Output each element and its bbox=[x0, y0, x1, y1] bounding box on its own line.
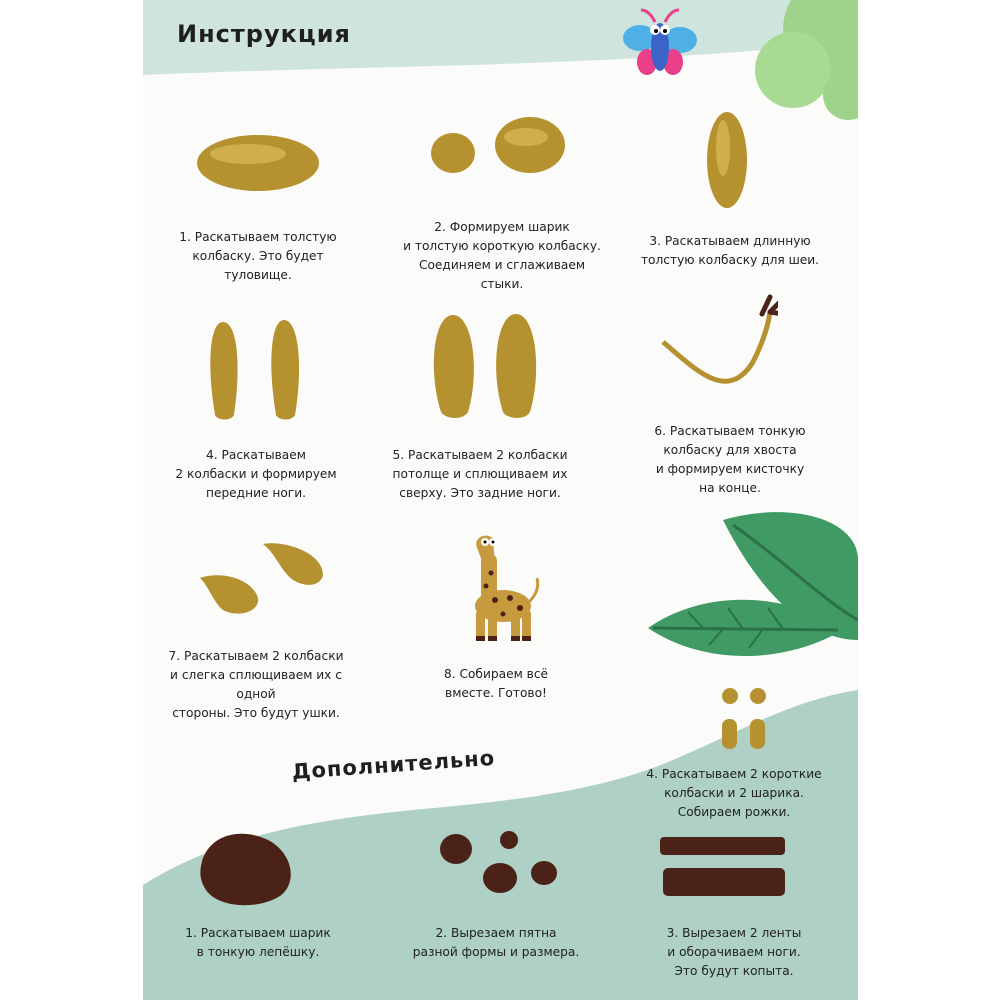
step-7-caption: 7. Раскатываем 2 колбаски и слегка сплющиваем их с одной стороны. Это будут ушки. bbox=[168, 649, 344, 720]
clay-horns bbox=[718, 686, 778, 756]
clay-body-sausage bbox=[193, 130, 323, 200]
step-3-caption: 3. Раскатываем длинную толстую колбаску для шеи. bbox=[640, 234, 820, 267]
clay-head-ball-and-sausage bbox=[426, 113, 576, 183]
step-5-caption: 5. Раскатываем 2 колбаски потолще и сплющиваем их сверху. Это задние ноги. bbox=[392, 448, 568, 500]
section-title-extra: Дополнительно bbox=[291, 745, 496, 784]
page-title: Инструкция bbox=[177, 20, 351, 48]
step-2-caption: 2. Формируем шарик и толстую короткую колбаску. Соединяем и сглаживаем стыки. bbox=[403, 220, 601, 291]
clay-hoof-strips bbox=[658, 835, 788, 900]
extra-step-1-caption: 1. Раскатываем шарик в тонкую лепёшку. bbox=[185, 926, 331, 959]
clay-front-legs bbox=[201, 318, 311, 423]
clay-hind-legs bbox=[428, 312, 543, 422]
step-4-caption: 4. Раскатываем 2 колбаски и формируем передние ноги. bbox=[175, 448, 337, 500]
clay-ears bbox=[198, 540, 328, 620]
instruction-page bbox=[143, 0, 858, 1000]
giraffe-assembled bbox=[455, 528, 545, 648]
clay-neck-sausage bbox=[703, 108, 753, 213]
clay-tail bbox=[658, 292, 778, 402]
clay-spots bbox=[438, 828, 568, 898]
extra-step-4-caption: 4. Раскатываем 2 короткие колбаски и 2 шарика. Собираем рожки. bbox=[646, 767, 822, 819]
clay-brown-pancake bbox=[198, 828, 298, 908]
step-6-caption: 6. Раскатываем тонкую колбаску для хвоста и формируем кисточку на конце. bbox=[654, 424, 806, 495]
step-1-caption: 1. Раскатываем толстую колбаску. Это будет туловище. bbox=[179, 230, 337, 282]
leaf-decoration bbox=[648, 512, 858, 656]
step-8-caption: 8. Собираем всё вместе. Готово! bbox=[443, 667, 549, 700]
extra-step-2-caption: 2. Вырезаем пятна разной формы и размера. bbox=[412, 926, 580, 959]
extra-step-3-caption: 3. Вырезаем 2 ленты и оборачиваем ноги. Это будут копыта. bbox=[666, 926, 802, 978]
